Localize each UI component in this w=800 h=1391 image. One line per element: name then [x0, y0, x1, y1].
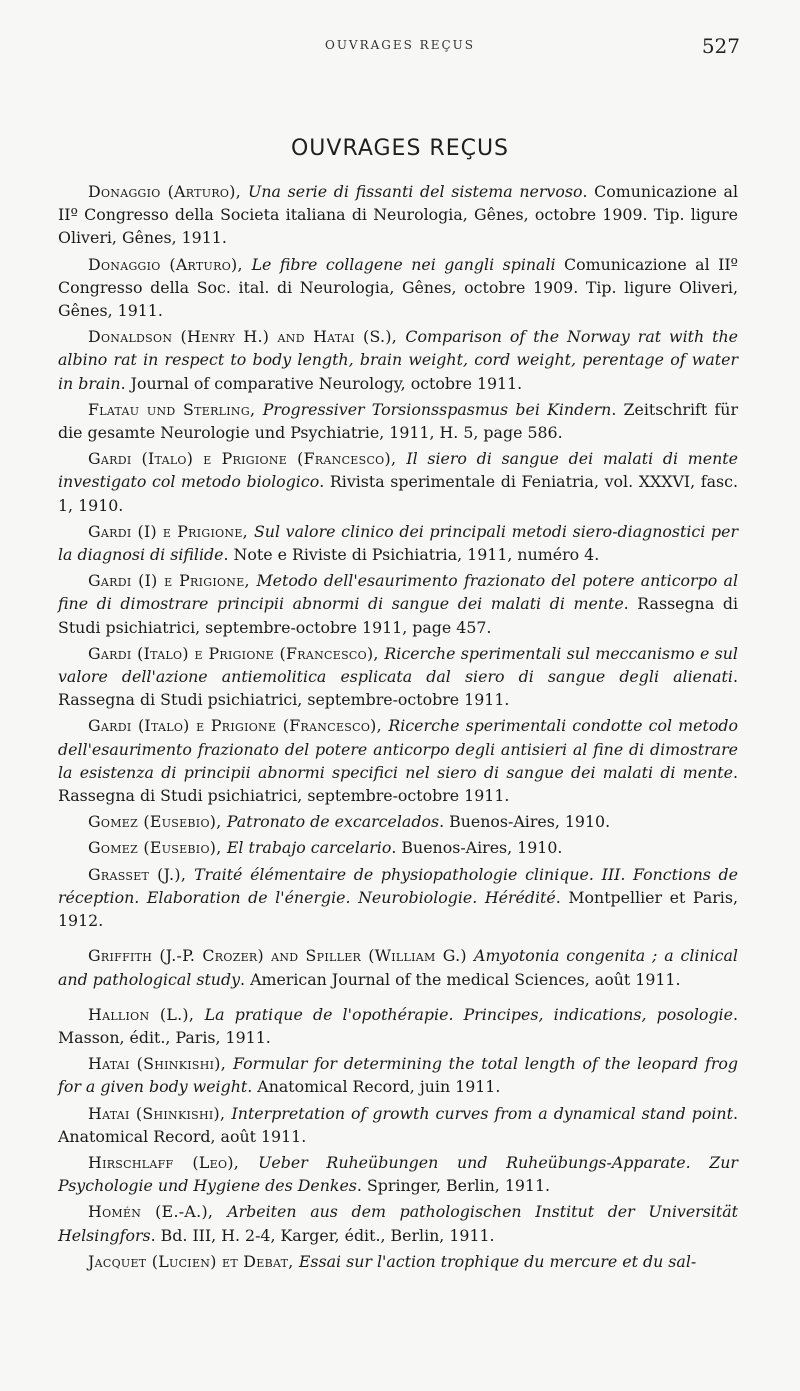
- page-number: 527: [701, 34, 740, 58]
- bibliography-entry: Hatai (Shinkishi), Interpretation of growth curves from a dynamical stand point. Anatomical Record, août 1911.: [58, 1103, 738, 1146]
- bibliography-list: [58, 180, 738, 1276]
- bibliography-entry: Gomez (Eusebio), Patronato de excarcelados. Buenos-Aires, 1910.: [88, 812, 611, 832]
- bibliography-entry: Griffith (J.-P. Crozer) and Spiller (William G.) Amyotonia congenita ; a clinical and pathological study. American Journal of the medical Sciences, août 1911.: [58, 946, 738, 989]
- bibliography-entry: Donaggio (Arturo), Una serie di fissanti del sistema nervoso. Comunicazione al IIº Congresso della Societa italiana di Neurologia, Gênes, octobre 1909. Tip. ligure Oliveri, Gênes, 1911.: [58, 182, 738, 248]
- bibliography-entry: Gardi (Italo) e Prigione (Francesco), Ricerche sperimentali sul meccanismo e sul valore dell'azione antiemolitica esplicata dal siero di sangue degli alienati. Rassegna di Studi psichiatrici, septembre-octobre 1911.: [58, 643, 738, 710]
- bibliography-entry: Grasset (J.), Traité élémentaire de physiopathologie clinique. III. Fonctions de réception. Elaboration de l'énergie. Neurobiologie. Hérédité. Montpellier et Paris, 1912.: [58, 864, 738, 931]
- bibliography-entry: Hirschlaff (Leo), Ueber Ruheübungen und Ruheübungs-Apparate. Zur Psychologie und Hygiene des Denkes. Springer, Berlin, 1911.: [58, 1152, 738, 1196]
- bibliography-entry: Donaldson (Henry H.) and Hatai (S.), Comparison of the Norway rat with the albino rat in respect to body length, brain weight, cord weight, perentage of water in brain. Journal of comparative Neurology, octobre 1911.: [58, 327, 738, 393]
- bibliography-entry: Homén (E.-A.), Arbeiten aus dem pathologischen Institut der Universität Helsingfors. Bd. III, H. 2-4, Karger, édit., Berlin, 1911.: [58, 1202, 739, 1245]
- running-head: OUVRAGES REÇUS: [324, 38, 475, 52]
- bibliography-entry: Gardi (Italo) e Prigione (Francesco), Il siero di sangue dei malati di mente investigato col metodo biologico. Rivista sperimentale di Feniatria, vol. XXXVI, fasc. 1, 1910.: [58, 449, 738, 515]
- bibliography-entry: Flatau und Sterling, Progressiver Torsionsspasmus bei Kindern. Zeitschrift für die gesamte Neurologie und Psychiatrie, 1911, H. 5, page 586.: [58, 399, 738, 443]
- bibliography-entry: Gardi (I) e Prigione, Metodo dell'esaurimento frazionato del potere anticorpo al fine di dimostrare principii abnormi di sangue dei malati di mente. Rassegna di Studi psichiatrici, septembre-octobre 1911, page 457.: [58, 571, 739, 637]
- bibliography-entry: Jacquet (Lucien) et Debat, Essai sur l'action trophique du mercure et du sal-: [88, 1251, 697, 1271]
- bibliography-entry: Hatai (Shinkishi), Formular for determining the total length of the leopard frog for a given body weight. Anatomical Record, juin 1911.: [58, 1054, 739, 1097]
- bibliography-entry: Gardi (I) e Prigione, Sul valore clinico dei principali metodi siero-diagnostici per la diagnosi di sifilide. Note e Riviste di Psichiatria, 1911, numéro 4.: [58, 521, 738, 565]
- bibliography-entry: Donaggio (Arturo), Le fibre collagene nei gangli spinali Comunicazione al IIº Congresso della Soc. ital. di Neurologia, Gênes, octobre 1909. Tip. ligure Oliveri, Gênes, 1911.: [58, 254, 738, 321]
- bibliography-entry: Gardi (Italo) e Prigione (Francesco), Ricerche sperimentali condotte col metodo dell'esaurimento frazionato del potere anticorpo degli antisieri al fine di dimostrare la esistenza di principii abnormi specifici nel siero di sangue dei malati di mente. Rassegna di Studi psichiatrici, septembre-octobre 1911.: [58, 716, 738, 806]
- bibliography-entry: Gomez (Eusebio), El trabajo carcelario. Buenos-Aires, 1910.: [88, 838, 563, 858]
- section-title: OUVRAGES REÇUS: [290, 136, 510, 161]
- bibliography-entry: Hallion (L.), La pratique de l'opothérapie. Principes, indications, posologie. Masson, édit., Paris, 1911.: [58, 1004, 738, 1047]
